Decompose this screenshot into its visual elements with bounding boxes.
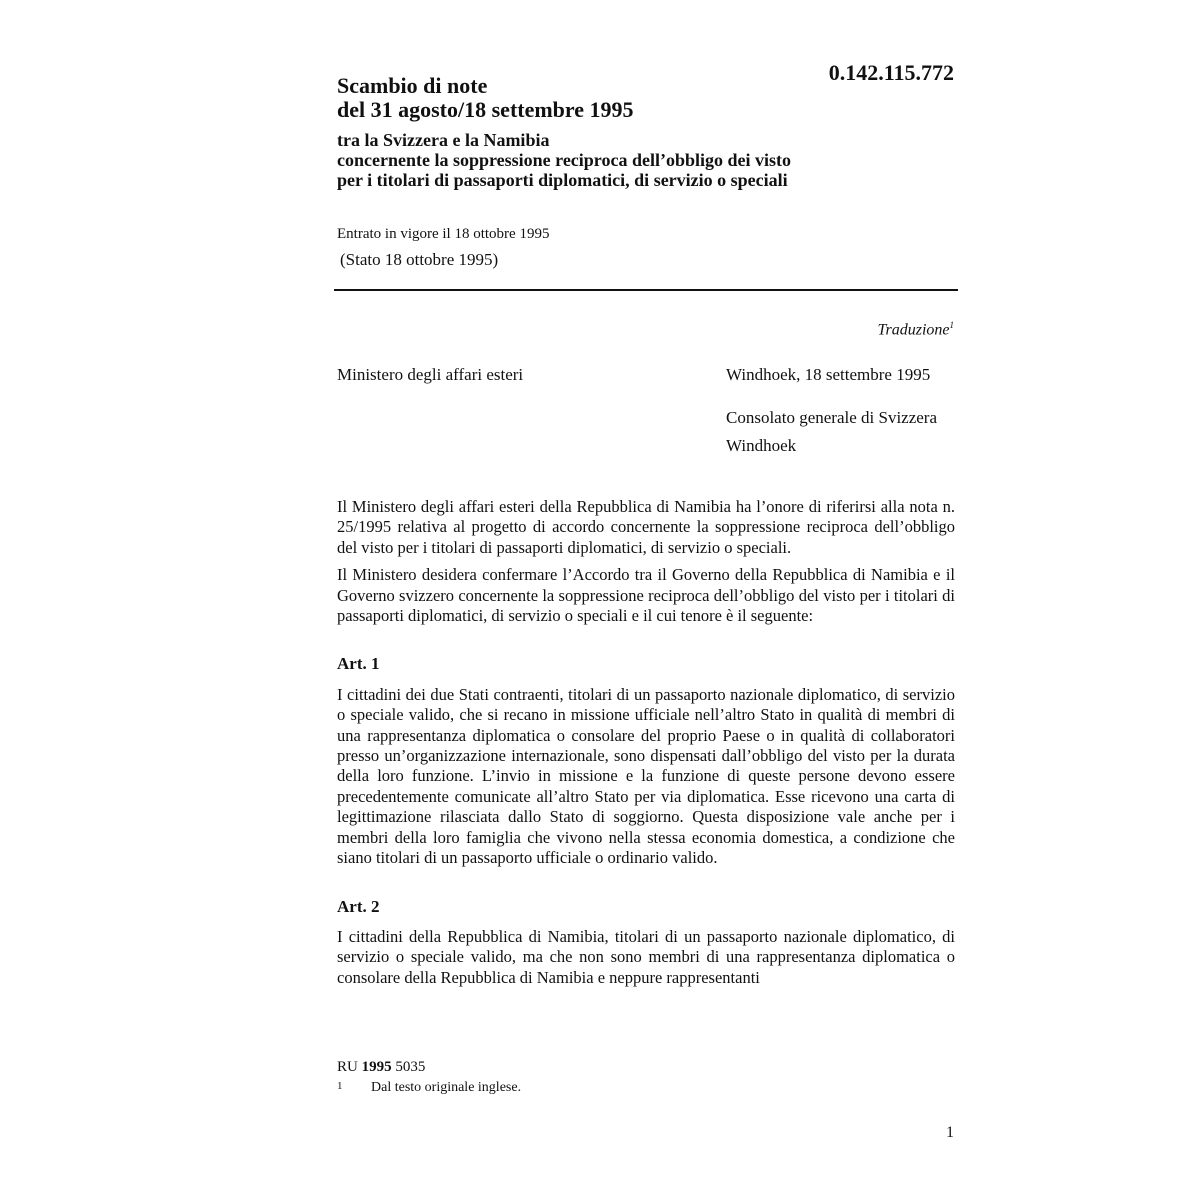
article-1-heading: Art. 1 xyxy=(337,654,380,674)
ru-page: 5035 xyxy=(395,1059,426,1075)
in-force-date: Entrato in vigore il 18 ottobre 1995 xyxy=(337,226,550,242)
letter-recipient xyxy=(726,404,937,460)
article-1-text: I cittadini dei due Stati contraenti, titolari di un passaporto nazionale diplomatico, di servizio o speciale valido, che si recano in missione ufficiale nell’altro Stato in qualità di membri di una rappresentanza diplomatica o consolare del proprio Paese o in qualità di collaboratori presso un’organizzazione internazionale, sono dispensati dall’obbligo del visto per la durata della loro funzione. L’invio in missione e la funzione di queste persone devono essere precedentemente comunicate all’altro Stato per via diplomatica. Esse ricevono una carta di legittimazione rilasciata dallo Stato di soggiorno. Questa disposizione vale anche per i membri della loro famiglia che vivono nella stessa economia domestica, a condizione che siano titolari di un passaporto ufficiale o ordinario valido. xyxy=(337,684,955,868)
document-title xyxy=(337,74,797,122)
title-line: Scambio di note xyxy=(337,73,488,98)
title-line: del 31 agosto/18 settembre 1995 xyxy=(337,97,634,122)
subtitle-line: tra la Svizzera e la Namibia xyxy=(337,130,550,150)
document-subtitle xyxy=(337,130,957,190)
recipient-line: Windhoek xyxy=(726,436,797,455)
status-date: (Stato 18 ottobre 1995) xyxy=(340,250,499,269)
footnote xyxy=(337,1080,521,1096)
ru-year: 1995 xyxy=(361,1059,392,1075)
footnote-number: 1 xyxy=(337,1080,343,1092)
translation-note xyxy=(800,320,954,339)
recipient-line: Consolato generale di Svizzera xyxy=(726,408,938,427)
article-2-text: I cittadini della Repubblica di Namibia, titolari di un passaporto nazionale diplomatico, di servizio o speciale valido, ma che non sono membri di una rappresentanza diplomatica o consolare della Repubblica di Namibia e neppure rappresentanti xyxy=(337,926,955,987)
body-paragraph: Il Ministero desidera confermare l’Accordo tra il Governo della Repubblica di Namibia e il Governo svizzero concernente la soppressione reciproca dell’obbligo del visto per i titolari di passaporti diplomatici, di servizio o speciali e il cui tenore è il seguente: xyxy=(337,565,955,626)
subtitle-line: per i titolari di passaporti diplomatici, di servizio o speciali xyxy=(337,170,788,190)
letter-sender: Ministero degli affari esteri xyxy=(337,365,524,384)
footnote-reference[interactable]: 1 xyxy=(949,320,954,330)
document-body xyxy=(337,497,955,995)
letter-place-date: Windhoek, 18 settembre 1995 xyxy=(726,365,931,384)
page-number: 1 xyxy=(946,1124,954,1141)
footnote-text: Dal testo originale inglese. xyxy=(371,1080,522,1095)
ru-prefix: RU xyxy=(337,1059,358,1075)
sr-number: 0.142.115.772 xyxy=(828,60,954,85)
translation-label: Traduzione xyxy=(877,321,950,339)
official-compilation-reference xyxy=(337,1059,425,1076)
body-paragraph: Il Ministero degli affari esteri della Repubblica di Namibia ha l’onore di riferirsi alla nota n. 25/1995 relativa al progetto di accordo concernente la soppressione reciproca dell’obbligo del visto per i titolari di passaporti diplomatici, di servizio o speciali. xyxy=(337,497,955,557)
article-2-heading: Art. 2 xyxy=(337,896,380,916)
subtitle-line: concernente la soppressione reciproca dell’obbligo dei visto xyxy=(337,150,791,170)
header-divider xyxy=(334,289,958,291)
